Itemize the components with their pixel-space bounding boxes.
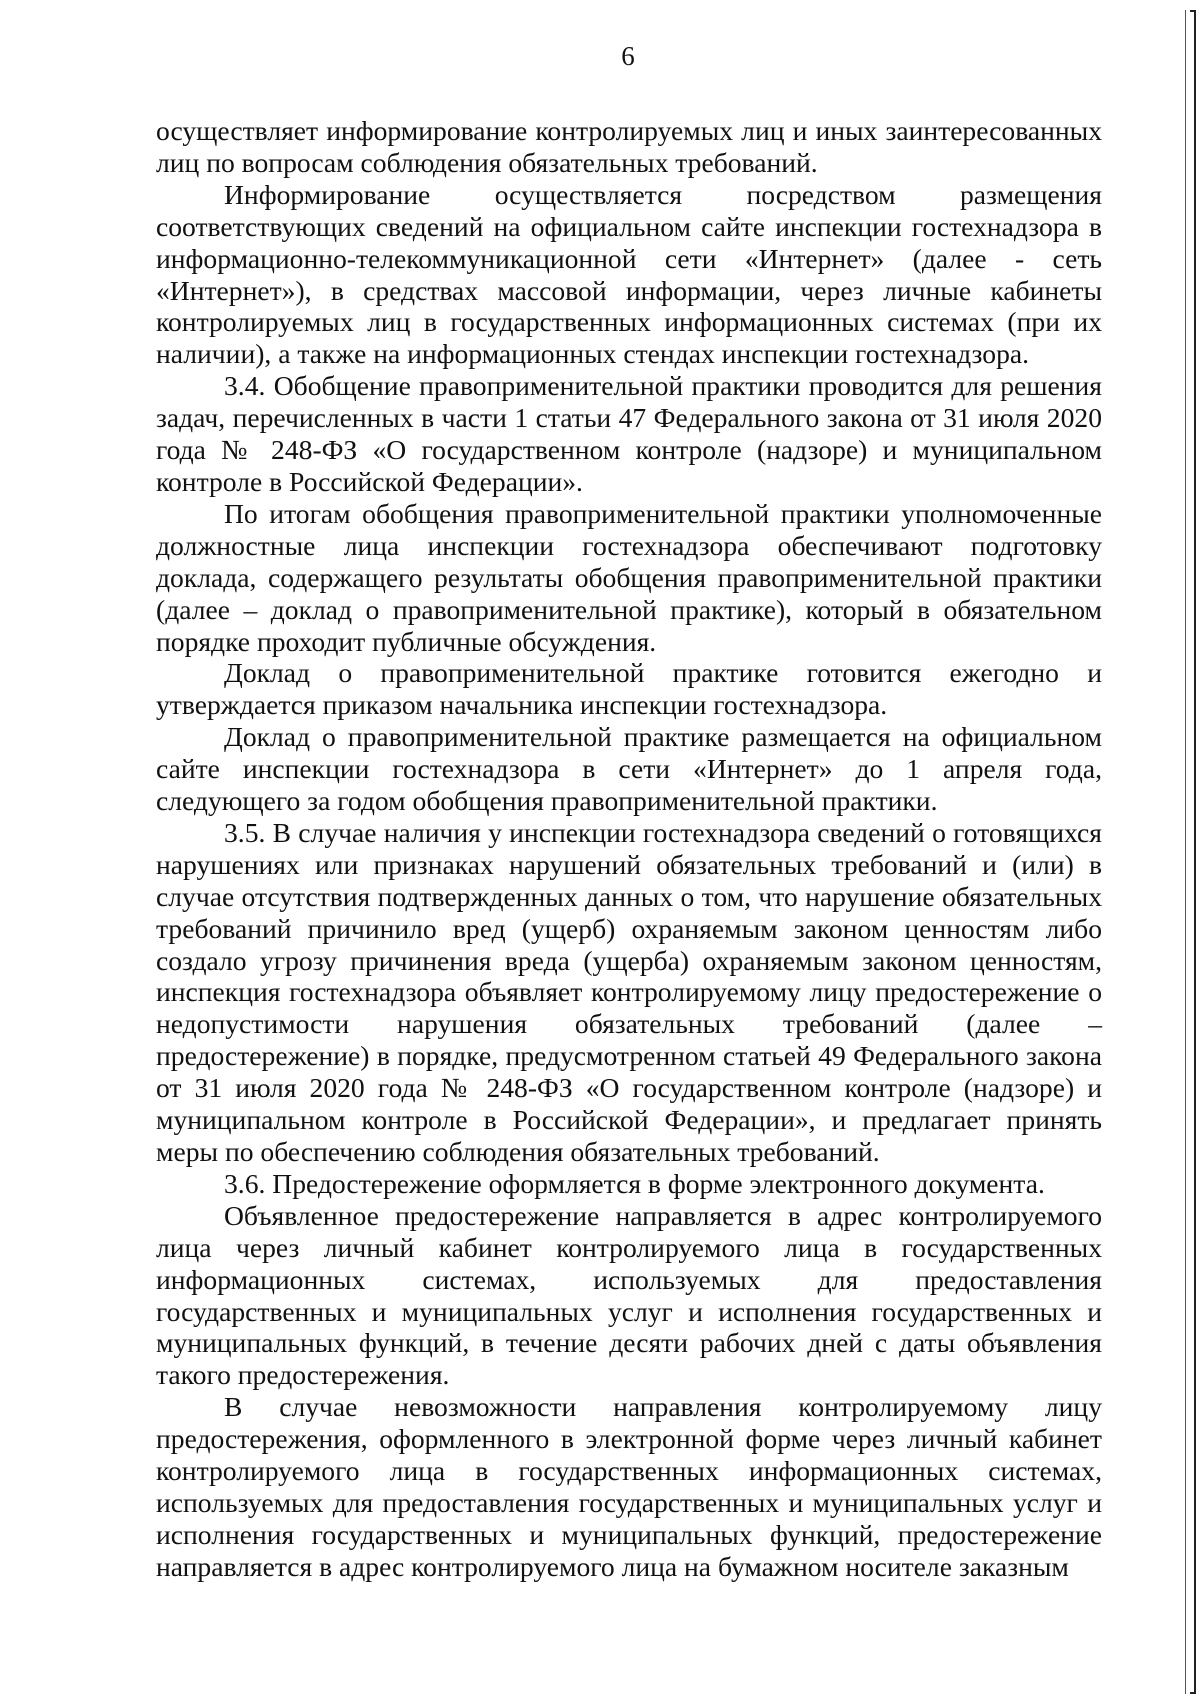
document-body <box>156 115 1102 1583</box>
scan-edge-line <box>1185 10 1186 1694</box>
paragraph-report-preparation: По итогам обобщения правоприменительной практики уполномоченные должностные лица инспекции гостехнадзора обеспечивают подготовку доклада, содержащего результаты обобщения правоприменительной практики (далее – доклад о правоприменительной практике), который в обязательном порядке проходит публичные обсуждения. <box>156 497 1102 657</box>
paragraph-warning-delivery: Объявленное предостережение направляется в адрес контролируемого лица через личный кабинет контролируемого лица в государственных информационных системах, используемых для предоставления государственных и муниципальных услуг и исполнения государственных и муниципальных функций, в течение десяти рабочих дней с даты объявления такого предостережения. <box>156 1199 1102 1391</box>
paragraph-report-publication: Доклад о правоприменительной практике размещается на официальном сайте инспекции гостехнадзора в сети «Интернет» до 1 апреля года, следующего за годом обобщения правоприменительной практики. <box>156 721 1102 817</box>
paragraph-3-4: 3.4. Обобщение правоприменительной практики проводится для решения задач, перечисленных в части 1 статьи 47 Федерального закона от 31 июля 2020 года № 248-ФЗ «О государственном контроле (надзоре) и муниципальном контроле в Российской Федерации». <box>156 370 1102 497</box>
paragraph-paper-delivery: В случае невозможности направления контролируемому лицу предостережения, оформленного в электронной форме через личный кабинет контролируемого лица в государственных информационных системах, используемых для предоставления государственных и муниципальных услуг и исполнения государственных и муниципальных функций, предостережение направляется в адрес контролируемого лица на бумажном носителе заказным <box>156 1391 1102 1582</box>
scan-edge-border <box>1190 10 1196 1694</box>
paragraph-informing: Информирование осуществляется посредством размещения соответствующих сведений на официальном сайте инспекции гостехнадзора в информационно-телекоммуникационной сети «Интернет» (далее - сеть «Интернет»), в средствах массовой информации, через личные кабинеты контролируемых лиц в государственных информационных системах (при их наличии), а также на информационных стендах инспекции гостехнадзора. <box>156 178 1102 370</box>
page-number: 6 <box>621 41 635 71</box>
paragraph-report-approval: Доклад о правоприменительной практике готовится ежегодно и утверждается приказом начальника инспекции гостехнадзора. <box>156 657 1102 721</box>
paragraph-3-5: 3.5. В случае наличия у инспекции гостехнадзора сведений о готовящихся нарушениях или признаках нарушений обязательных требований и (или) в случае отсутствия подтвержденных данных о том, что нарушение обязательных требований причинило вред (ущерб) охраняемым законом ценностям либо создало угрозу причинения вреда (ущерба) охраняемым законом ценностям, инспекция гостехнадзора объявляет контролируемому лицу предостережение о недопустимости нарушения обязательных требований (далее – предостережение) в порядке, предусмотренном статьей 49 Федерального закона от 31 июля 2020 года № 248-ФЗ «О государственном контроле (надзоре) и муниципальном контроле в Российской Федерации», и предлагает принять меры по обеспечению соблюдения обязательных требований. <box>156 816 1102 1167</box>
paragraph-continuation: осуществляет информирование контролируемых лиц и иных заинтересованных лиц по вопросам соблюдения обязательных требований. <box>156 115 1102 178</box>
paragraph-3-6: 3.6. Предостережение оформляется в форме электронного документа. <box>224 1167 1045 1199</box>
